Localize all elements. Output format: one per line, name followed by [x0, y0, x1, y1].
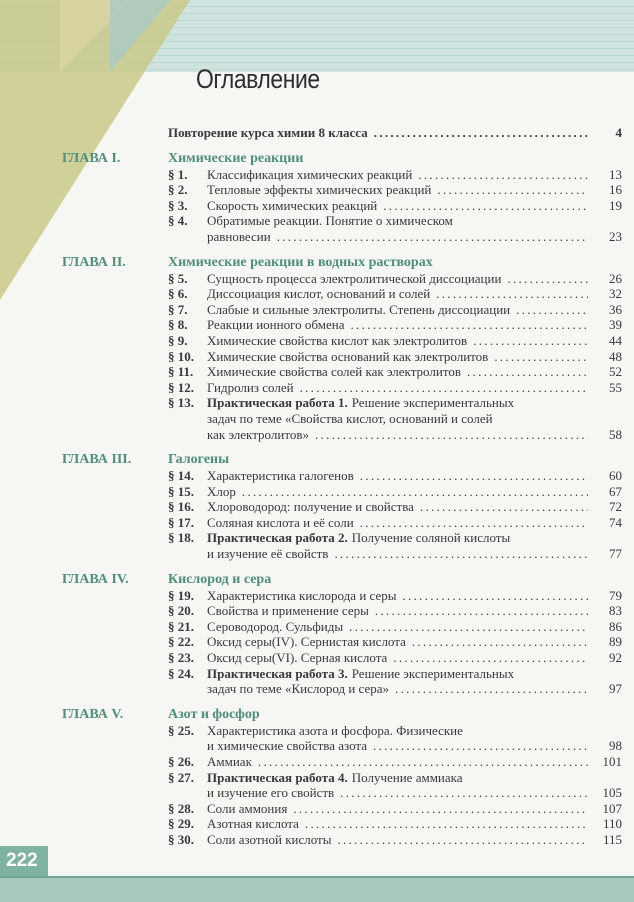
- entry-text-wrap: [207, 832, 588, 848]
- practical-work-label: Практическая работа 2.: [207, 530, 348, 546]
- dot-leader: [242, 484, 588, 500]
- dot-leader: [351, 317, 588, 333]
- entry-text: Хлор: [207, 483, 236, 499]
- toc-entry[interactable]: [0, 349, 634, 365]
- page-ref: 16: [609, 182, 622, 198]
- dot-leader: [418, 167, 588, 183]
- entry-text: и изучение её свойств: [207, 546, 329, 562]
- dot-leader: [467, 364, 588, 380]
- entry-text-wrap: [207, 515, 588, 531]
- dot-leader: [373, 738, 588, 754]
- entry-text-wrap: [207, 738, 588, 754]
- entry-text-wrap: [207, 723, 588, 739]
- entry-text: Соли аммония: [207, 800, 288, 816]
- entry-text: Гидролиз солей: [207, 379, 294, 395]
- entry-text-wrap: [207, 229, 588, 245]
- page-ref: 4: [615, 125, 622, 140]
- toc-entry-continuation[interactable]: [0, 411, 634, 427]
- section-number: § 3.: [168, 197, 188, 213]
- page-ref: 60: [609, 468, 622, 484]
- toc-entry[interactable]: [0, 364, 634, 380]
- table-of-contents: [0, 125, 634, 848]
- chapter-title: Химические реакции в водных растворах: [168, 254, 433, 270]
- section-number: § 29.: [168, 816, 194, 832]
- dot-leader: [277, 229, 588, 245]
- entry-text-wrap: [207, 182, 588, 198]
- dot-leader: [402, 588, 588, 604]
- entry-text-wrap: [207, 167, 588, 183]
- entry-text: Классификация химических реакций: [207, 166, 413, 182]
- entry-text: Получение аммиака: [351, 769, 463, 785]
- page-ref: 48: [609, 348, 622, 364]
- chapter-label: ГЛАВА III.: [62, 452, 132, 468]
- entry-text: Характеристика азота и фосфора. Физические: [207, 722, 463, 738]
- entry-text: Азотная кислота: [207, 816, 299, 832]
- entry-text-wrap: [207, 499, 588, 515]
- chapter-heading[interactable]: [0, 150, 634, 167]
- section-number: § 25.: [168, 722, 194, 738]
- section-number: § 26.: [168, 754, 194, 769]
- chapter-label: ГЛАВА V.: [62, 706, 124, 722]
- entry-text: и изучение его свойств: [207, 785, 335, 801]
- page-ref: 74: [609, 514, 622, 530]
- toc-entry[interactable]: [0, 198, 634, 214]
- toc-entry[interactable]: [0, 723, 634, 739]
- dot-leader: [360, 515, 588, 531]
- entry-text-wrap: [207, 785, 588, 801]
- toc-entry[interactable]: [0, 302, 634, 318]
- entry-text: как электролитов»: [207, 426, 309, 442]
- page-ref: 19: [609, 197, 622, 213]
- toc-entry[interactable]: [0, 619, 634, 635]
- dot-leader: [516, 302, 588, 318]
- toc-entry[interactable]: [0, 182, 634, 198]
- chapter-label: ГЛАВА I.: [62, 150, 121, 166]
- entry-text-wrap: [207, 801, 588, 817]
- entry-text-wrap: [207, 468, 588, 484]
- toc-entry[interactable]: [0, 499, 634, 515]
- toc-entry-continuation[interactable]: [0, 785, 634, 801]
- chapter-label: ГЛАВА IV.: [62, 571, 129, 587]
- toc-entry[interactable]: [0, 380, 634, 396]
- chapter-title: Азот и фосфор: [168, 706, 260, 722]
- toc-entry[interactable]: [0, 603, 634, 619]
- entry-text: Характеристика галогенов: [207, 468, 354, 484]
- page-ref: 39: [609, 317, 622, 333]
- entry-text: Аммиак: [207, 754, 252, 769]
- toc-entry[interactable]: [0, 816, 634, 832]
- dot-leader: [412, 634, 588, 650]
- entry-text-wrap: [207, 302, 588, 318]
- section-number: § 16.: [168, 499, 194, 515]
- entry-text-wrap: [207, 380, 588, 396]
- page-ref: 86: [609, 618, 622, 634]
- entry-text-wrap: [207, 271, 588, 287]
- page-ref: 67: [609, 483, 622, 499]
- practical-work-label: Практическая работа 3.: [207, 665, 348, 681]
- page-ref: 115: [602, 831, 622, 847]
- section-number: § 4.: [168, 213, 188, 229]
- entry-text-wrap: [207, 427, 588, 443]
- page-ref: 72: [609, 499, 622, 515]
- dot-leader: [494, 349, 588, 365]
- entry-text-wrap: [207, 603, 588, 619]
- dot-leader: [437, 182, 588, 198]
- dot-leader: [375, 603, 588, 619]
- toc-entry[interactable]: [0, 468, 634, 484]
- dot-leader: [337, 832, 588, 848]
- entry-text: Химические свойства солей как электролитов: [207, 364, 461, 380]
- toc-entry[interactable]: [0, 484, 634, 500]
- section-number: § 13.: [168, 395, 194, 411]
- entry-text: Тепловые эффекты химических реакций: [207, 182, 432, 198]
- corner-decoration: [110, 0, 170, 72]
- section-number: § 27.: [168, 769, 194, 785]
- entry-text-wrap: [207, 619, 588, 635]
- entry-text-wrap: [207, 546, 588, 562]
- entry-text: Химические свойства кислот как электролитов: [207, 332, 468, 348]
- dot-leader: [393, 650, 588, 666]
- entry-text: Хлороводород: получение и свойства: [207, 499, 414, 515]
- section-number: § 5.: [168, 270, 188, 286]
- toc-entry[interactable]: [0, 530, 634, 546]
- toc-entry[interactable]: [0, 333, 634, 349]
- dot-leader: [293, 801, 588, 817]
- section-number: § 8.: [168, 317, 188, 333]
- entry-text-wrap: [207, 754, 588, 770]
- page-ref: 55: [609, 379, 622, 395]
- section-number: § 1.: [168, 166, 188, 182]
- section-number: § 21.: [168, 618, 194, 634]
- entry-text: Соляная кислота и её соли: [207, 514, 354, 530]
- entry-text: Скорость химических реакций: [207, 197, 378, 213]
- page-ref: 52: [609, 364, 622, 380]
- dot-leader: [473, 333, 588, 349]
- toc-entry[interactable]: [0, 801, 634, 817]
- entry-text-wrap: [207, 770, 588, 786]
- entry-text-wrap: [207, 349, 588, 365]
- page-ref: 101: [602, 754, 622, 769]
- section-number: § 6.: [168, 286, 188, 302]
- entry-text-wrap: [207, 198, 588, 214]
- entry-text: Диссоциация кислот, оснований и солей: [207, 286, 431, 302]
- section-number: § 23.: [168, 650, 194, 666]
- entry-text-wrap: [207, 666, 588, 682]
- section-number: § 2.: [168, 182, 188, 198]
- entry-text-wrap: [207, 816, 588, 832]
- section-number: § 14.: [168, 468, 194, 484]
- chapter-title: Химические реакции: [168, 150, 304, 166]
- entry-text-wrap: [207, 411, 588, 427]
- chapter-title: Галогены: [168, 452, 230, 468]
- entry-text: Решение экспериментальных: [351, 395, 515, 411]
- toc-entry[interactable]: [0, 754, 634, 770]
- toc-intro-entry[interactable]: [0, 125, 634, 141]
- section-number: § 15.: [168, 483, 194, 499]
- dot-leader: [360, 468, 588, 484]
- chapter-heading[interactable]: [0, 451, 634, 468]
- page-ref: 107: [602, 800, 622, 816]
- chapter-heading[interactable]: [0, 706, 634, 723]
- entry-text: Оксид серы(IV). Сернистая кислота: [207, 634, 406, 650]
- page-ref: 23: [609, 228, 622, 244]
- section-number: § 30.: [168, 831, 194, 847]
- entry-text: Обратимые реакции. Понятие о химическом: [207, 213, 453, 229]
- page-title: Оглавление: [196, 64, 320, 94]
- chapter-title: Кислород и сера: [168, 571, 272, 587]
- section-number: § 12.: [168, 379, 194, 395]
- section-number: § 17.: [168, 514, 194, 530]
- page-ref: 79: [609, 587, 622, 603]
- section-number: § 28.: [168, 800, 194, 816]
- entry-text: Химические свойства оснований как электролитов: [207, 348, 489, 364]
- entry-text: Сущность процесса электролитической диссоциации: [207, 270, 502, 286]
- entry-text-wrap: [207, 634, 588, 650]
- toc-entry[interactable]: [0, 395, 634, 411]
- toc-entry[interactable]: [0, 271, 634, 287]
- section-number: § 20.: [168, 603, 194, 619]
- toc-entry[interactable]: [0, 317, 634, 333]
- dot-leader: [315, 427, 588, 443]
- dot-leader: [383, 198, 588, 214]
- chapter-heading[interactable]: [0, 254, 634, 271]
- dot-leader: [395, 681, 588, 697]
- toc-entry-continuation[interactable]: [0, 427, 634, 443]
- section-number: § 24.: [168, 665, 194, 681]
- toc-entry-continuation[interactable]: [0, 738, 634, 754]
- footer-band: [0, 876, 634, 902]
- page-ref: 77: [609, 546, 622, 562]
- entry-text: задач по теме «Свойства кислот, оснований и солей: [207, 410, 493, 426]
- entry-text: Решение экспериментальных: [351, 665, 515, 681]
- dot-leader: [507, 271, 588, 287]
- entry-text: Характеристика кислорода и серы: [207, 587, 397, 603]
- dot-leader: [258, 754, 588, 770]
- page-ref: 97: [609, 681, 622, 697]
- chapter-label: ГЛАВА II.: [62, 254, 126, 270]
- dot-leader: [374, 125, 588, 141]
- chapter-heading[interactable]: [0, 571, 634, 588]
- page-ref: 44: [609, 332, 622, 348]
- entry-text-wrap: [207, 484, 588, 500]
- entry-text: Сероводород. Сульфиды: [207, 618, 344, 634]
- section-number: § 7.: [168, 301, 188, 317]
- section-number: § 19.: [168, 587, 194, 603]
- entry-text: Соли азотной кислоты: [207, 831, 332, 847]
- toc-entry[interactable]: [0, 286, 634, 302]
- entry-text-wrap: [207, 364, 588, 380]
- toc-entry[interactable]: [0, 634, 634, 650]
- page-number: 222: [6, 850, 38, 871]
- page-ref: 83: [609, 603, 622, 619]
- toc-entry[interactable]: [0, 650, 634, 666]
- page-ref: 98: [609, 738, 622, 754]
- dot-leader: [340, 785, 588, 801]
- entry-text-wrap: [207, 681, 588, 697]
- entry-text: Повторение курса химии 8 класса: [168, 125, 368, 140]
- section-number: § 10.: [168, 348, 194, 364]
- entry-text-wrap: [207, 286, 588, 302]
- section-number: § 9.: [168, 332, 188, 348]
- entry-text: Реакции ионного обмена: [207, 317, 345, 333]
- toc-entry[interactable]: [0, 588, 634, 604]
- entry-text-wrap: [207, 317, 588, 333]
- toc-entry-continuation[interactable]: [0, 546, 634, 562]
- entry-text: задач по теме «Кислород и сера»: [207, 681, 390, 697]
- dot-leader: [436, 286, 588, 302]
- entry-text: и химические свойства азота: [207, 738, 368, 754]
- page-ref: 105: [602, 785, 622, 801]
- page-ref: 92: [609, 650, 622, 666]
- page-ref: 58: [609, 426, 622, 442]
- practical-work-label: Практическая работа 4.: [207, 769, 348, 785]
- dot-leader: [305, 816, 588, 832]
- section-number: § 18.: [168, 530, 194, 546]
- page-ref: 89: [609, 634, 622, 650]
- toc-entry[interactable]: [0, 832, 634, 848]
- toc-entry[interactable]: [0, 515, 634, 531]
- dot-leader: [334, 546, 588, 562]
- entry-text: Свойства и применение серы: [207, 603, 369, 619]
- page-ref: 26: [609, 270, 622, 286]
- dot-leader: [420, 499, 588, 515]
- page-ref: 36: [609, 301, 622, 317]
- dot-leader: [349, 619, 588, 635]
- section-number: § 11.: [168, 364, 194, 380]
- toc-entry[interactable]: [0, 770, 634, 786]
- entry-text: Оксид серы(VI). Серная кислота: [207, 650, 388, 666]
- toc-entry[interactable]: [0, 213, 634, 229]
- entry-text: равновесии: [207, 228, 271, 244]
- toc-entry-continuation[interactable]: [0, 681, 634, 697]
- page-ref: 110: [602, 816, 622, 832]
- toc-entry-continuation[interactable]: [0, 229, 634, 245]
- entry-text-wrap: [207, 650, 588, 666]
- entry-text: Получение соляной кислоты: [351, 530, 511, 546]
- entry-text-wrap: [207, 530, 588, 546]
- entry-text-wrap: [207, 213, 588, 229]
- toc-entry[interactable]: [0, 666, 634, 682]
- entry-text-wrap: [207, 588, 588, 604]
- toc-entry[interactable]: [0, 167, 634, 183]
- page-ref: 13: [609, 166, 622, 182]
- practical-work-label: Практическая работа 1.: [207, 395, 348, 411]
- entry-text-wrap: [207, 333, 588, 349]
- dot-leader: [300, 380, 588, 396]
- section-number: § 22.: [168, 634, 194, 650]
- entry-text: Слабые и сильные электролиты. Степень диссоциации: [207, 301, 511, 317]
- page-ref: 32: [609, 286, 622, 302]
- entry-text-wrap: [207, 395, 588, 411]
